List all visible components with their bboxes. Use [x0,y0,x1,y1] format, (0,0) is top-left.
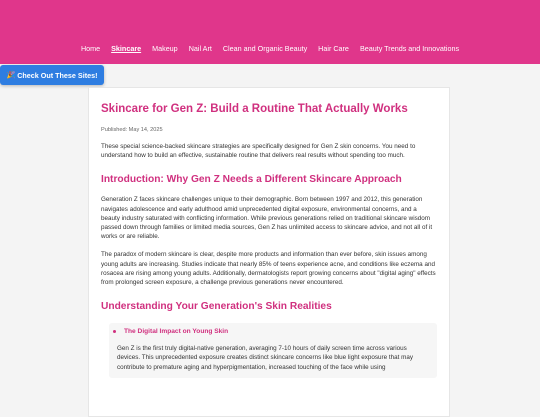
section1-paragraph-1: Generation Z faces skincare challenges unique to their demographic. Born between 1997 and 2012, this generation navigates adolescence and early adulthood amid unprecedented digital exposure, environmental concerns, and a beauty industry saturated with conflicting information. While previous generations relied on traditional skincare wisdom passed down through families or limited media sources, Gen Z has unlimited access to skincare advice, and not all of it works or are reliable. [101,196,433,241]
check-out-sites-label: Check Out These Sites! [17,70,98,80]
section-heading-introduction: Introduction: Why Gen Z Needs a Different Skincare Approach [101,174,402,186]
section-heading-skin-realities: Understanding Your Generation's Skin Realities [101,301,332,313]
nav-item-beauty-trends[interactable]: Beauty Trends and Innovations [359,44,460,53]
site-header [0,0,540,64]
party-popper-icon: 🎉 [6,72,16,79]
published-date: Published: May 14, 2025 [101,127,163,133]
bullet-dot-icon [113,330,116,333]
nav-item-nail-art[interactable]: Nail Art [188,44,212,53]
article-card [88,87,450,417]
intro-paragraph: These special science-backed skincare strategies are specifically designed for Gen Z skin concerns. You need to understand how to build an effective, sustainable routine that delivers real results without spending too much. [101,143,416,160]
main-nav [0,44,540,53]
subsection-box [109,323,437,378]
article-title: Skincare for Gen Z: Build a Routine That Actually Works [101,103,408,115]
subsection-paragraph: Gen Z is the first truly digital-native generation, averaging 7-10 hours of daily screen time across various devices. This unprecedented exposure creates distinct skincare concerns like blue light exposure that may contribute to premature aging and hyperpigmentation, increased touching of the face while using [117,345,413,371]
nav-item-skincare[interactable]: Skincare [111,44,142,53]
section1-paragraph-2: The paradox of modern skincare is clear, despite more products and information than ever before, skin issues among young adults are increasing. Studies indicate that nearly 85% of teens experience acne, and conditions like eczema and rosacea are rising among young adults. Additionally, dermatologists report growing concerns about "digital aging" effects from prolonged screen exposure, a challenge previous generations never encountered. [101,251,436,287]
subsection-heading: The Digital Impact on Young Skin [124,328,229,336]
nav-item-hair-care[interactable]: Hair Care [318,44,349,53]
nav-item-makeup[interactable]: Makeup [152,44,178,53]
nav-item-clean-organic-beauty[interactable]: Clean and Organic Beauty [222,44,308,53]
subsection-bullet [117,328,429,335]
nav-item-home[interactable]: Home [80,44,101,53]
check-out-sites-button[interactable] [0,65,104,85]
